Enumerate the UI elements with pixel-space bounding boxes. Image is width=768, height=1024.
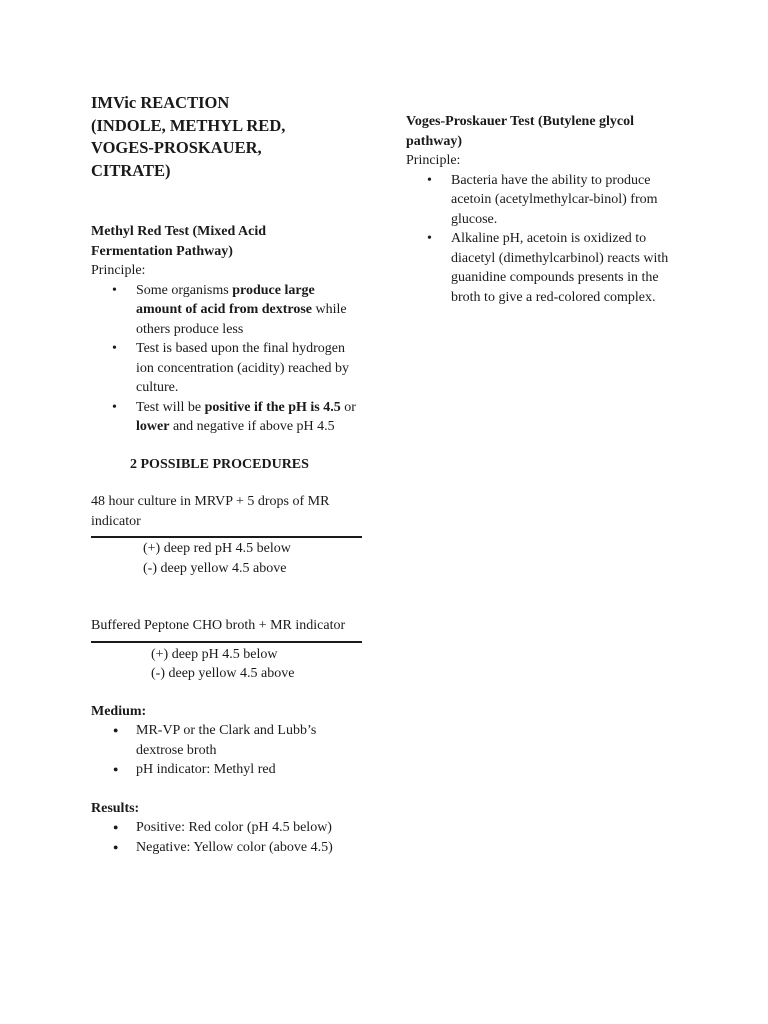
voges-principle-list xyxy=(406,171,686,308)
list-item: ● Negative: Yellow color (above 4.5) xyxy=(91,838,363,858)
list-item: ● MR-VP or the Clark and Lubb’s dextrose broth xyxy=(91,721,363,760)
methyl-red-heading: Methyl Red Test (Mixed Acid Fermentation Pathway) xyxy=(91,224,266,259)
principle-label: Principle: xyxy=(91,263,146,278)
list-item: • Test is based upon the final hydrogen ion concentration (acidity) reached by culture. xyxy=(91,339,363,398)
principle-label: Principle: xyxy=(406,153,461,168)
medium-list xyxy=(91,721,363,780)
procedures-heading: 2 POSSIBLE PROCEDURES xyxy=(130,456,309,472)
voges-proskauer-heading: Voges-Proskauer Test (Butylene glycol pathway) xyxy=(406,114,635,149)
procedure-1-negative: (-) deep yellow 4.5 above xyxy=(143,560,287,576)
procedure-2-text: Buffered Peptone CHO broth + MR indicator xyxy=(91,618,346,633)
procedure-1-text: 48 hour culture in MRVP + 5 drops of MR indicator xyxy=(91,494,330,529)
procedure-2-negative: (-) deep yellow 4.5 above xyxy=(151,666,295,681)
list-item: • Test will be positive if the pH is 4.5 or lower and negative if above pH 4.5 xyxy=(91,398,363,437)
procedure-1-positive: (+) deep red pH 4.5 below xyxy=(143,541,291,556)
right-column xyxy=(406,112,686,307)
medium-label: Medium: xyxy=(91,703,147,719)
methyl-red-principle-list xyxy=(91,281,363,437)
left-column xyxy=(91,92,363,857)
list-item: • Alkaline pH, acetoin is oxidized to diacetyl (dimethylcarbinol) reacts with guanidine compounds presents in the broth to give a red-colored complex. xyxy=(406,229,686,307)
list-item: • Bacteria have the ability to produce acetoin (acetylmethylcar-binol) from glucose. xyxy=(406,171,686,230)
results-label: Results: xyxy=(91,800,140,816)
list-item: ● pH indicator: Methyl red xyxy=(91,760,363,780)
list-item: ● Positive: Red color (pH 4.5 below) xyxy=(91,818,363,838)
list-item: • Some organisms produce large amount of acid from dextrose while others produce less xyxy=(91,281,363,340)
divider-line xyxy=(91,641,362,643)
procedure-2-positive: (+) deep pH 4.5 below xyxy=(151,646,278,662)
results-list xyxy=(91,818,363,857)
divider-line xyxy=(91,536,362,538)
page-title: IMVic REACTION (INDOLE, METHYL RED, VOGES-PROSKAUER, CITRATE) xyxy=(91,93,286,180)
